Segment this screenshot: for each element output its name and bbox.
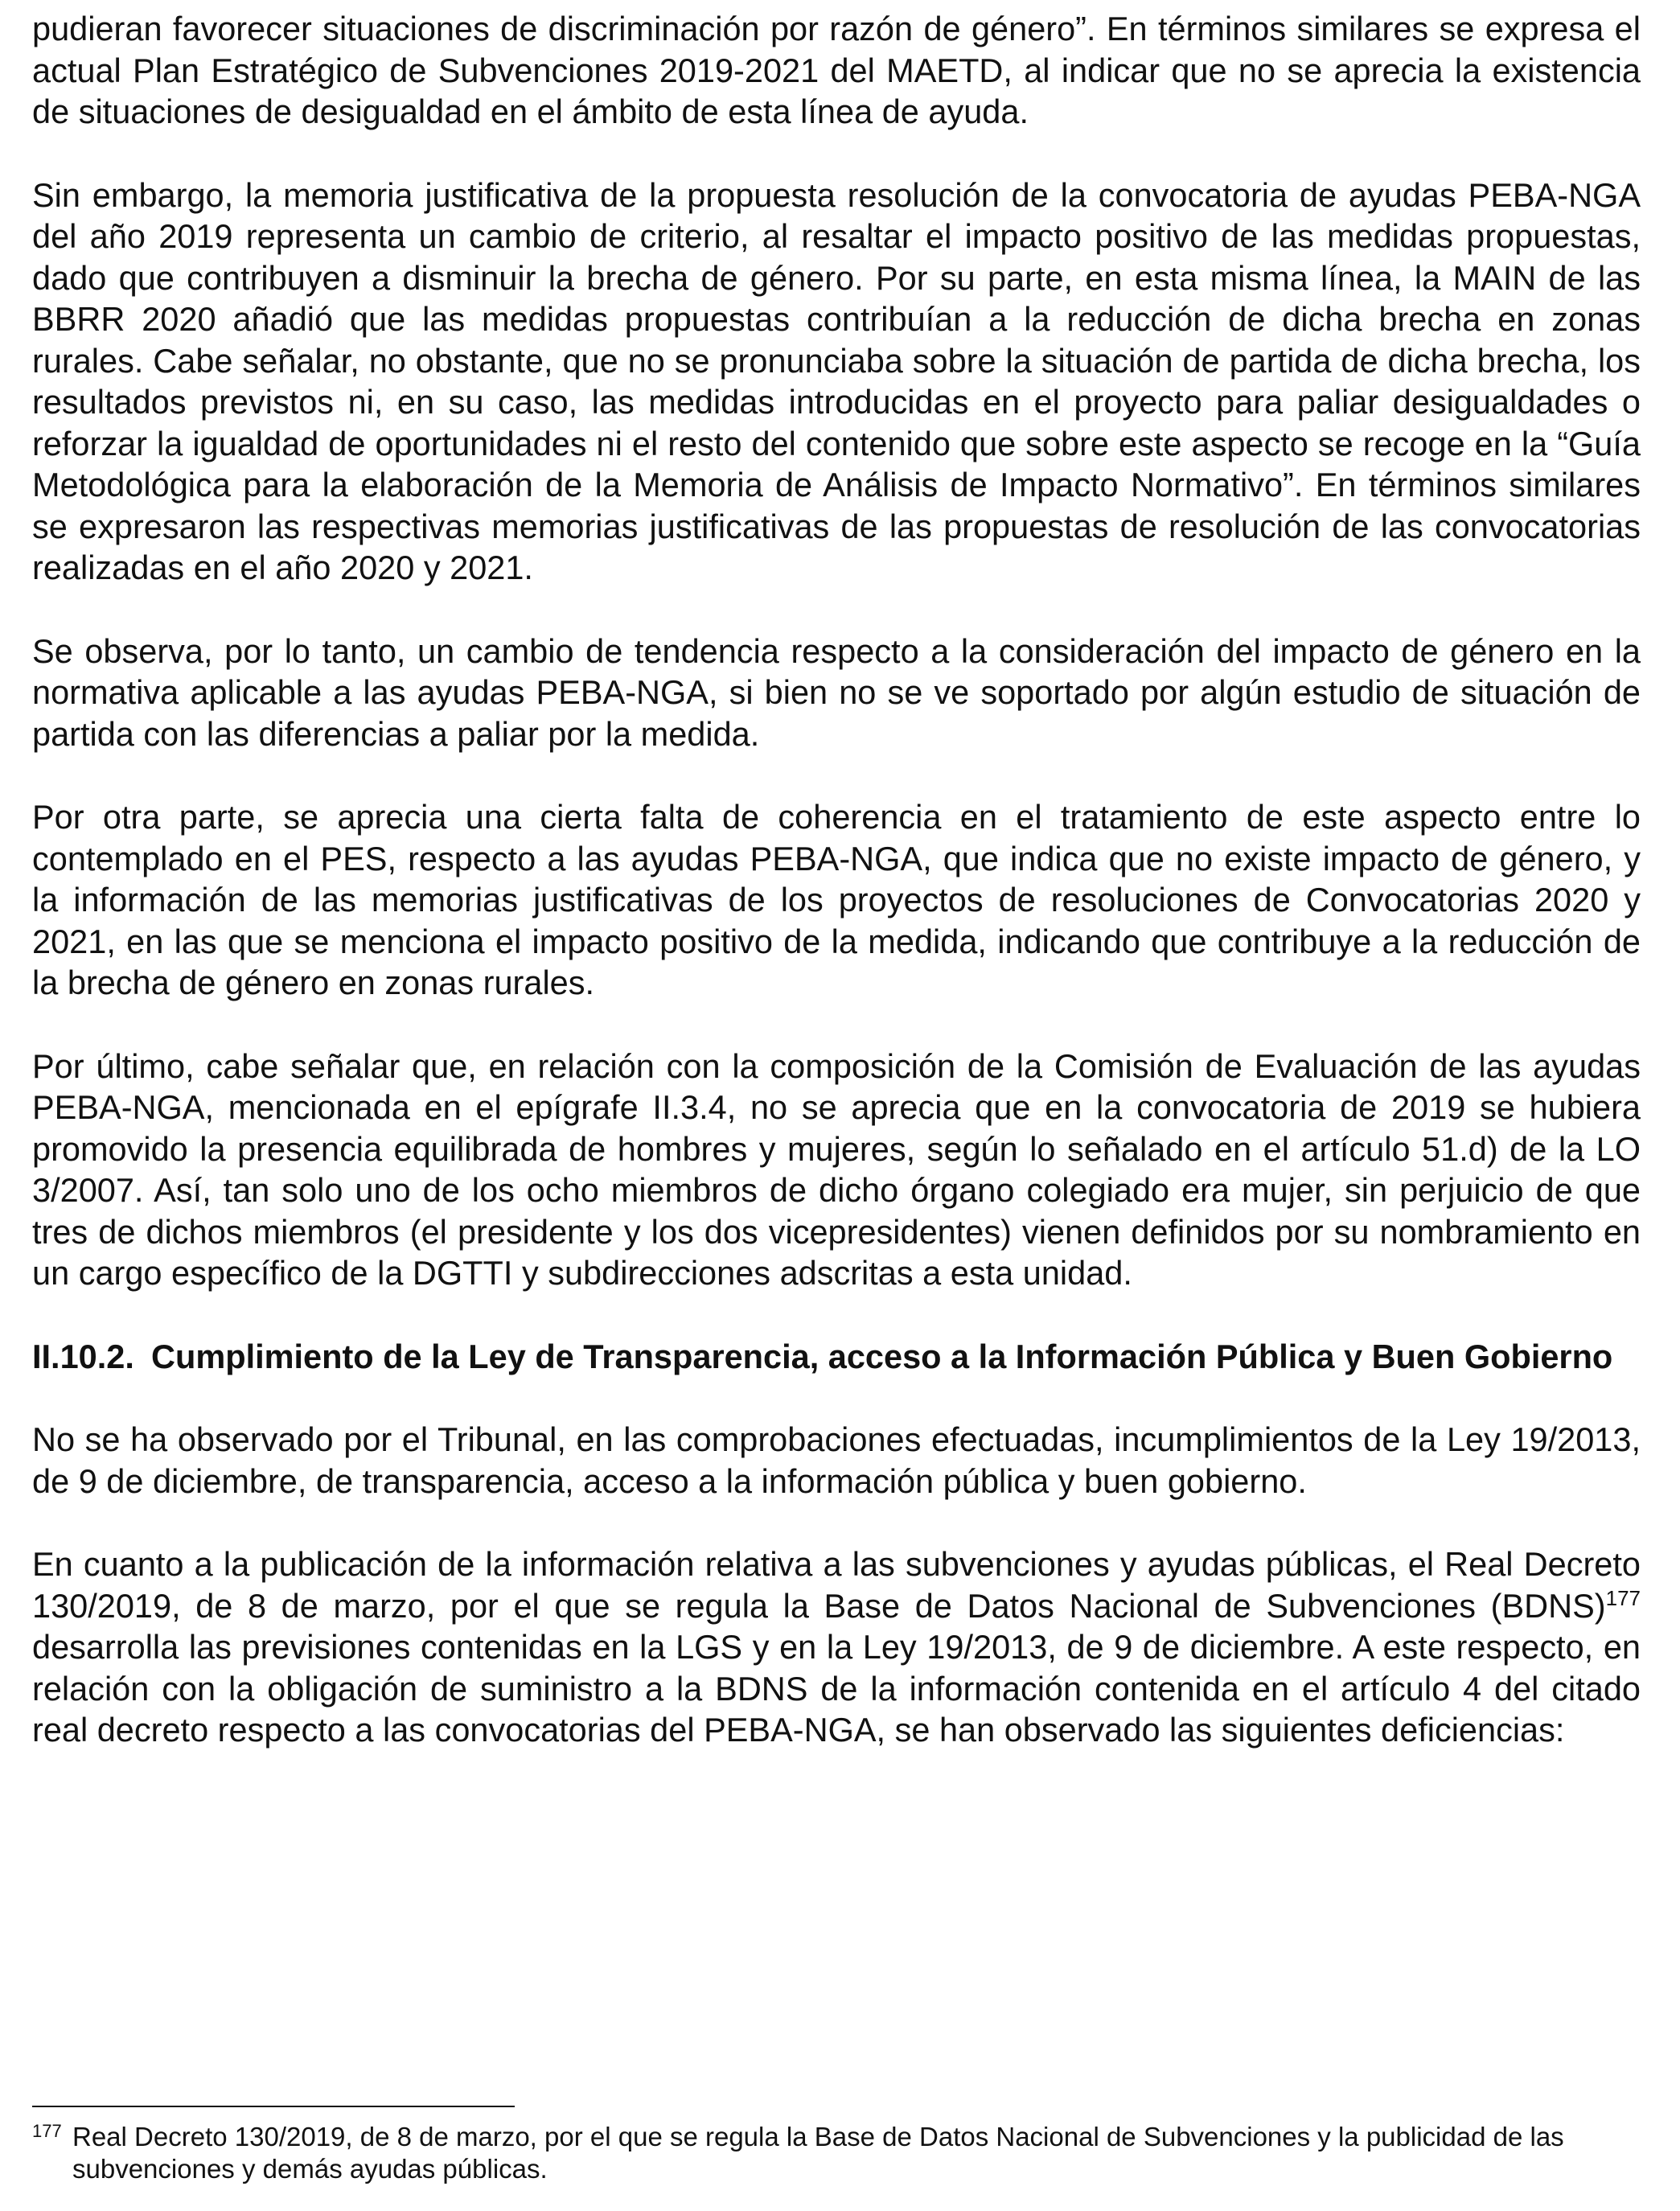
section-paragraph-1: No se ha observado por el Tribunal, en las comprobaciones efectuadas, incumplimientos de la Ley 19/2013, de 9 de diciembre, de transparencia, acceso a la información pública y buen gobierno. (32, 1420, 1641, 1500)
paragraph-3: Se observa, por lo tanto, un cambio de tendencia respecto a la consideración del impacto de género en la normativa aplicable a las ayudas PEBA-NGA, si bien no se ve soportado por algún estudio de situación de partida con las diferencias a paliar por la medida. (32, 631, 1641, 753)
section-paragraph-2-end: desarrolla las previsiones contenidas en la LGS y en la Ley 19/2013, de 9 de diciembre. A este respecto, en relación con la obligación de suministro a la BDNS de la información contenida en el artículo 4 del citado real decreto respecto a las convocatorias del PEBA-NGA, se han observado las siguientes deficiencias: (32, 1628, 1641, 1749)
document-page (32, 8, 1641, 1751)
footnote (32, 2121, 1641, 2185)
paragraph-4: Por otra parte, se aprecia una cierta falta de coherencia en el tratamiento de este aspecto entre lo contemplado en el PES, respecto a las ayudas PEBA-NGA, que indica que no existe impacto de género, y la información de las memorias justificativas de los proyectos de resoluciones de Convocatorias 2020 y 2021, en las que se menciona el impacto positivo de la medida, indicando que contribuye a la reducción de la brecha de género en zonas rurales. (32, 798, 1641, 1001)
paragraph-1: pudieran favorecer situaciones de discriminación por razón de género”. En términos similares se expresa el actual Plan Estratégico de Subvenciones 2019-2021 del MAETD, al indicar que no se aprecia la existencia de situaciones de desigualdad en el ámbito de esta línea de ayuda. (32, 10, 1641, 130)
section-paragraph-2 (32, 1543, 1641, 1751)
footnote-separator (32, 2106, 515, 2107)
footnote-text: Real Decreto 130/2019, de 8 de marzo, por el que se regula la Base de Datos Nacional de Subvenciones y la publicidad de las subvenciones y demás ayudas públicas. (72, 2122, 1564, 2184)
paragraph-5: Por último, cabe señalar que, en relación con la composición de la Comisión de Evaluación de las ayudas PEBA-NGA, mencionada en el epígrafe II.3.4, no se aprecia que en la convocatoria de 2019 se hubiera promovido la presencia equilibrada de hombres y mujeres, según lo señalado en el artículo 51.d) de la LO 3/2007. Así, tan solo uno de los ocho miembros de dicho órgano colegiado era mujer, sin perjuicio de que tres de dichos miembros (el presidente y los dos vicepresidentes) vienen definidos por su nombramiento en un cargo específico de la DGTTI y subdirecciones adscritas a esta unidad. (32, 1046, 1641, 1292)
section-title: Cumplimiento de la Ley de Transparencia, acceso a la Información Pública y Buen Gobierno (151, 1337, 1613, 1375)
footnote-reference[interactable]: 177 (1605, 1585, 1641, 1610)
section-heading (32, 1336, 1641, 1378)
section-paragraph-2-start: En cuanto a la publicación de la información relativa a las subvenciones y ayudas públicas, el Real Decreto 130/2019, de 8 de marzo, por el que se regula la Base de Datos Nacional de Subvenciones (BDNS) (32, 1545, 1641, 1625)
footnote-mark: 177 (32, 2121, 62, 2141)
paragraph-2: Sin embargo, la memoria justificativa de la propuesta resolución de la convocatoria de ayudas PEBA-NGA del año 2019 representa un cambio de criterio, al resaltar el impacto positivo de las medidas propuestas, dado que contribuyen a disminuir la brecha de género. Por su parte, en esta misma línea, la MAIN de las BBRR 2020 añadió que las medidas propuestas contribuían a la reducción de dicha brecha en zonas rurales. Cabe señalar, no obstante, que no se pronunciaba sobre la situación de partida de dicha brecha, los resultados previstos ni, en su caso, las medidas introducidas en el proyecto para paliar desigualdades o reforzar la igualdad de oportunidades ni el resto del contenido que sobre este aspecto se recoge en la “Guía Metodológica para la elaboración de la Memoria de Análisis de Impacto Normativo”. En términos similares se expresaron las respectivas memorias justificativas de las propuestas de resolución de las convocatorias realizadas en el año 2020 y 2021. (32, 175, 1641, 586)
section-number: II.10.2. (32, 1337, 134, 1375)
